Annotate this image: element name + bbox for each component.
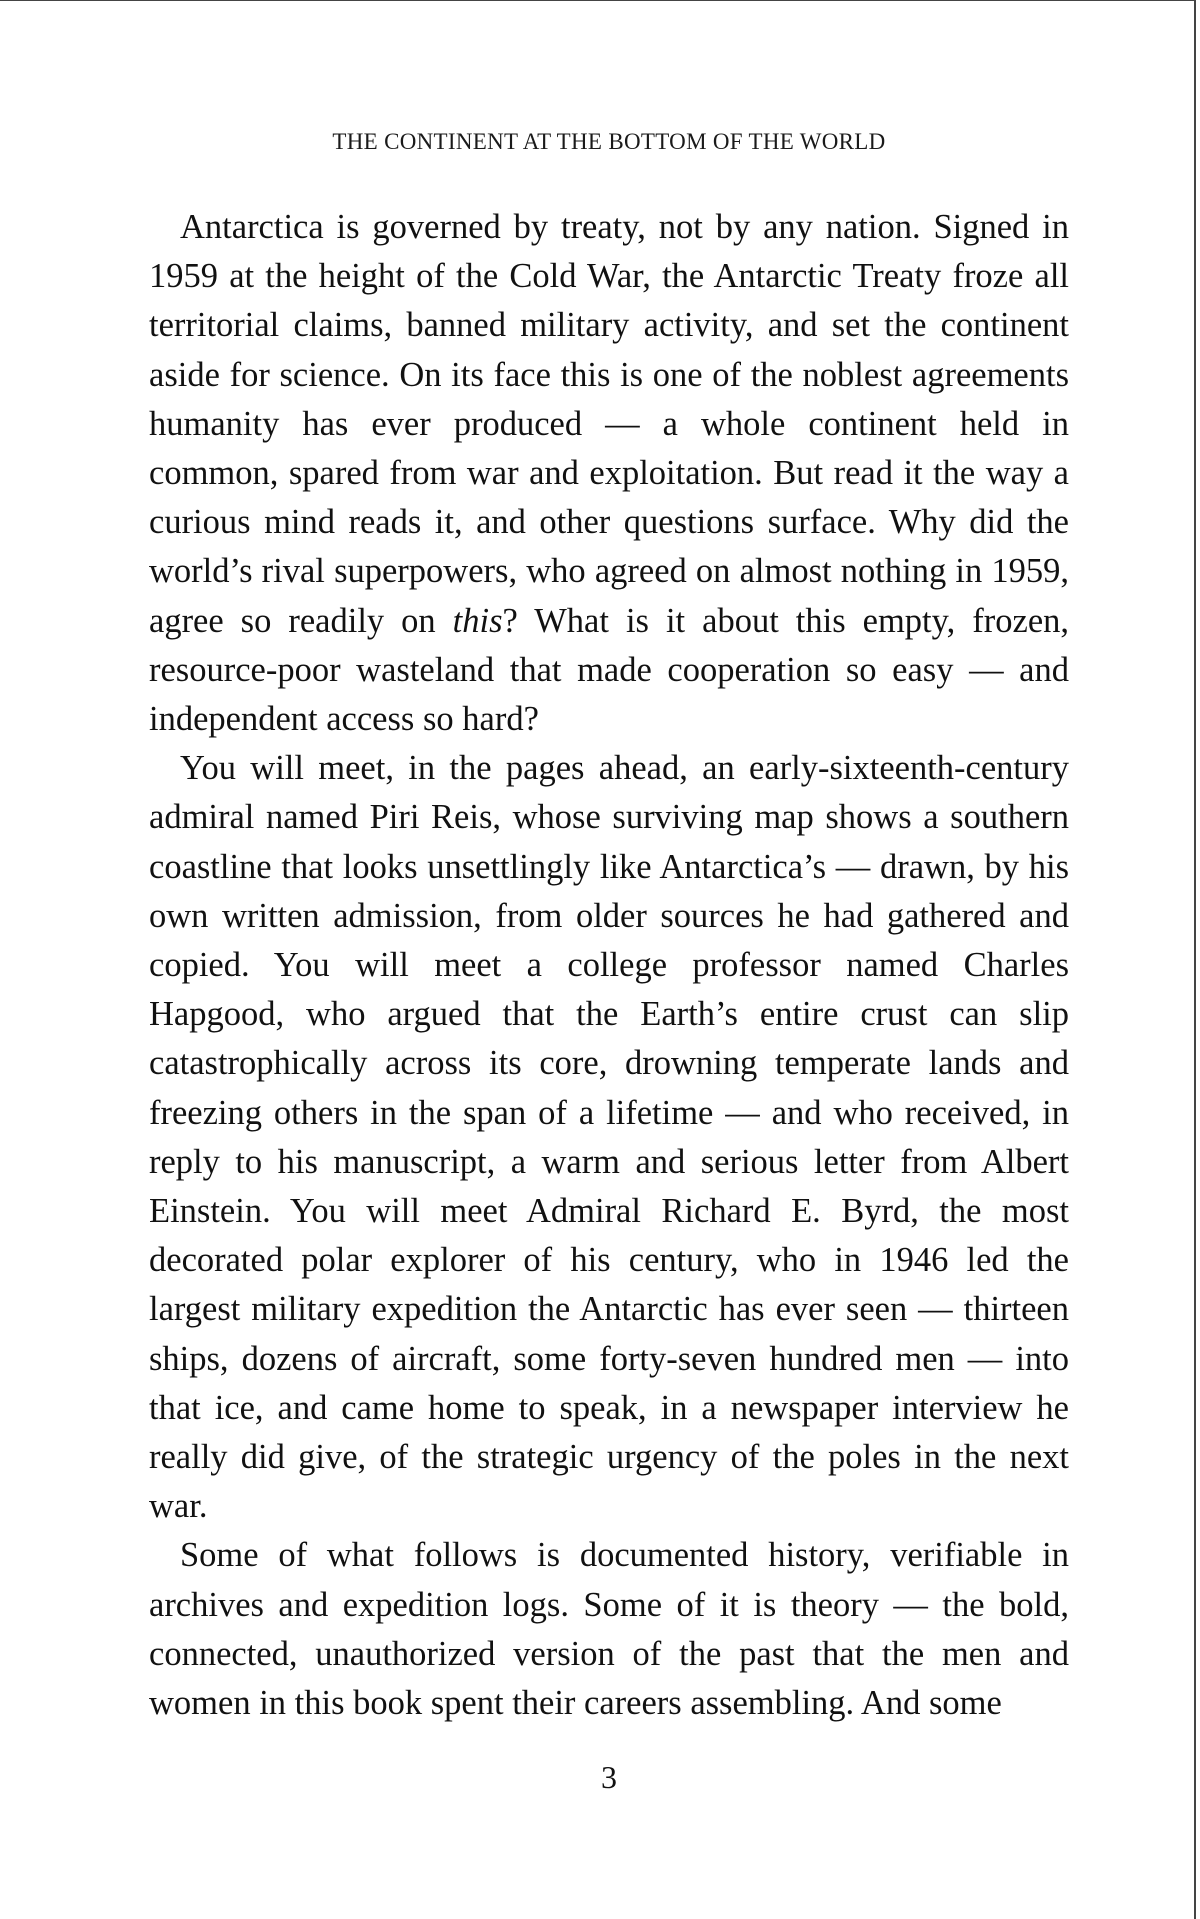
paragraph-3: Some of what follows is documented history, verifiable in archives and expedition logs. Some of it is theory — the bold, connected, unauthorized version of the past that the men and women in this book spent their careers assembling. And some (149, 1536, 1069, 1723)
body-text (149, 203, 1069, 1728)
emphasis-this: this (452, 601, 503, 640)
running-head: THE CONTINENT AT THE BOTTOM OF THE WORLD (332, 129, 886, 154)
paragraph-1-text-before: Antarctica is governed by treaty, not by any nation. Signed in 1959 at the height of the Cold War, the Antarctic Treaty froze all territorial claims, banned military activity, and set the continent aside for science. On its face this is one of the noblest agreements humanity has ever produced — a whole continent held in common, spared from war and exploitation. But read it the way a curious mind reads it, and other questions surface. Why did the world’s rival superpowers, who agreed on almost nothing in 1959, agree so readily on (149, 208, 1069, 640)
paragraph-2: You will meet, in the pages ahead, an early-sixteenth-century admiral named Piri Reis, whose surviving map shows a southern coastline that looks unsettlingly like Antarctica’s — drawn, by his own written admission, from older sources he had gathered and copied. You will meet a college professor named Charles Hapgood, who argued that the Earth’s entire crust can slip catastrophically across its core, drowning temperate lands and freezing others in the span of a lifetime — and who received, in reply to his manuscript, a warm and serious letter from Albert Einstein. You will meet Admiral Richard E. Byrd, the most decorated polar explorer of his century, who in 1946 led the largest military expedition the Antarctic has ever seen — thirteen ships, dozens of aircraft, some forty-seven hundred men — into that ice, and came home to speak, in a newspaper interview he really did give, of the strategic urgency of the poles in the next war. (149, 749, 1069, 1526)
paragraph-1 (149, 203, 1069, 744)
paragraph-1-text-after: ? What is it about this empty, frozen, resource-poor wasteland that made cooperation so easy — and independent access so hard? (149, 601, 1070, 739)
page-number: 3 (601, 1759, 617, 1795)
